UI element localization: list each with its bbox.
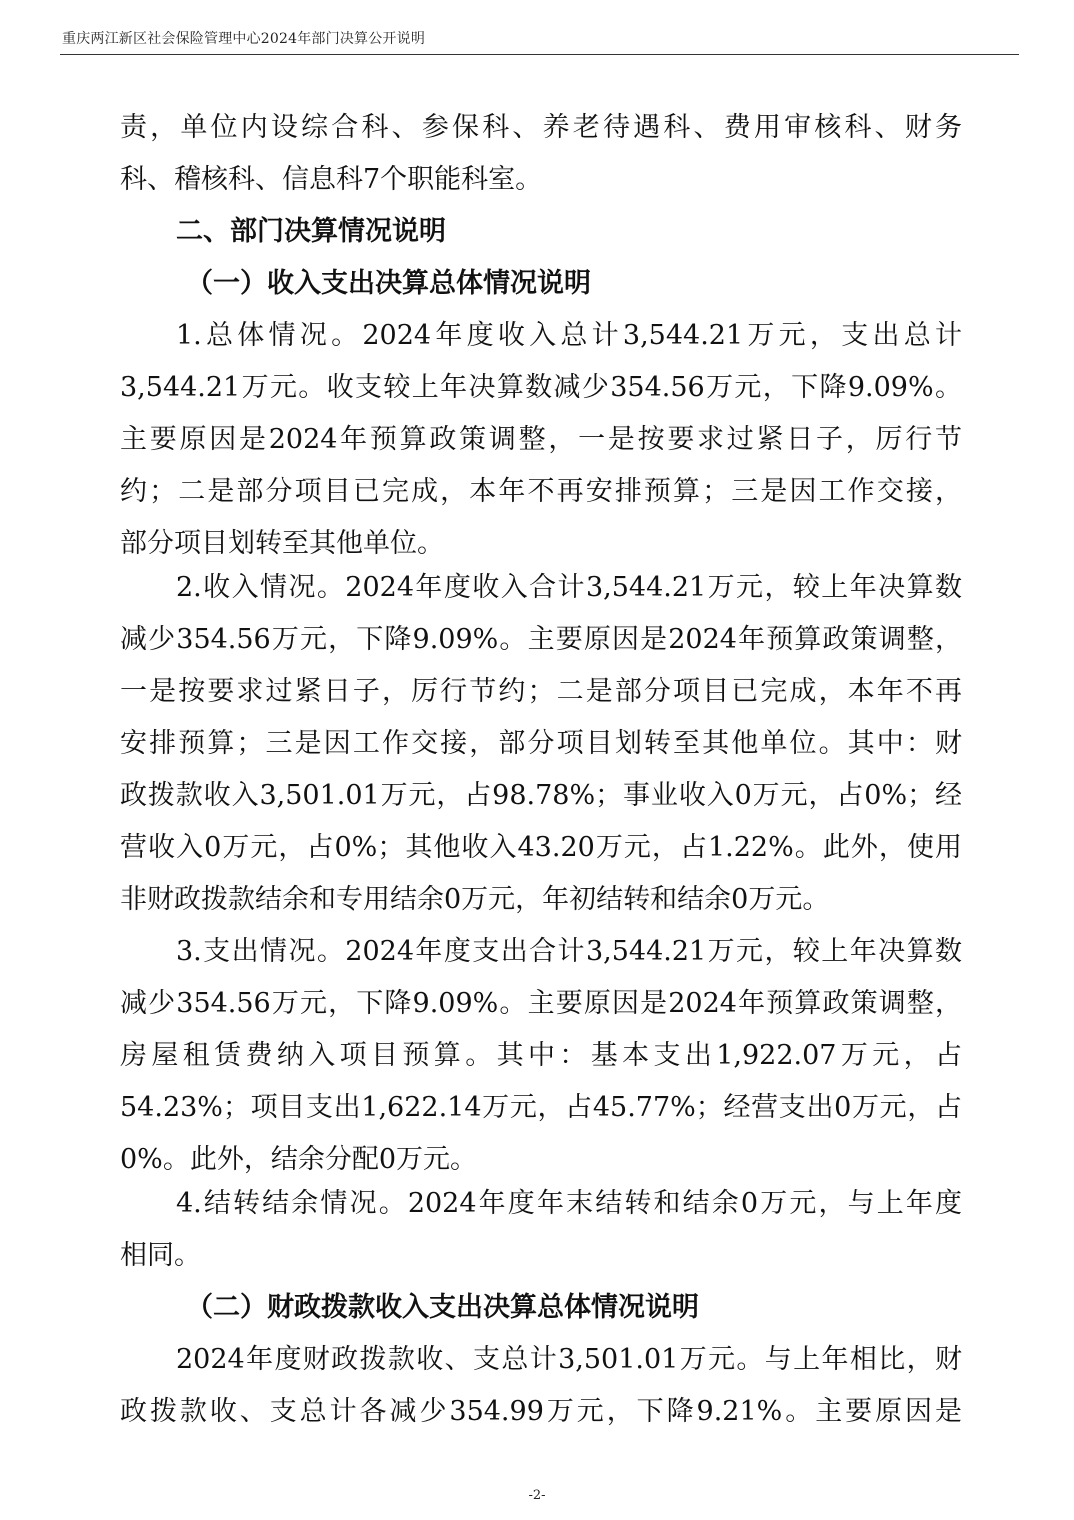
subsection-heading: （一）收入支出决算总体情况说明 (186, 268, 591, 299)
paragraph-line: 2.收入情况。2024年度收入合计3,544.21万元，较上年决算数 (176, 572, 962, 603)
paragraph-line: 1.总体情况。2024年度收入总计3,544.21万元，支出总计 (176, 320, 962, 351)
subsection-heading: （二）财政拨款收入支出决算总体情况说明 (186, 1292, 699, 1323)
paragraph-line: 约；二是部分项目已完成，本年不再安排预算；三是因工作交接， (120, 476, 962, 507)
paragraph-line: 减少354.56万元，下降9.09%。主要原因是2024年预算政策调整， (120, 624, 962, 655)
section-heading: 二、部门决算情况说明 (176, 216, 446, 247)
paragraph-line: 主要原因是2024年预算政策调整，一是按要求过紧日子，厉行节 (120, 424, 962, 455)
paragraph-line: 0%。此外，结余分配0万元。 (120, 1144, 478, 1175)
paragraph-line: 4.结转结余情况。2024年度年末结转和结余0万元，与上年度 (176, 1188, 962, 1219)
paragraph-line: 营收入0万元，占0%；其他收入43.20万元，占1.22%。此外，使用 (120, 832, 962, 863)
paragraph-line: 科、稽核科、信息科7个职能科室。 (120, 164, 543, 195)
paragraph-line: 房屋租赁费纳入项目预算。其中：基本支出1,922.07万元，占 (120, 1040, 962, 1071)
paragraph-line: 2024年度财政拨款收、支总计3,501.01万元。与上年相比，财 (176, 1344, 962, 1375)
page-number: -2- (528, 1488, 546, 1503)
paragraph-line: 安排预算；三是因工作交接，部分项目划转至其他单位。其中：财 (120, 728, 962, 759)
paragraph-line: 减少354.56万元，下降9.09%。主要原因是2024年预算政策调整， (120, 988, 962, 1019)
paragraph-line: 3.支出情况。2024年度支出合计3,544.21万元，较上年决算数 (176, 936, 962, 967)
paragraph-line: 部分项目划转至其他单位。 (120, 528, 444, 559)
paragraph-line: 相同。 (120, 1240, 201, 1271)
paragraph-line: 政拨款收入3,501.01万元，占98.78%；事业收入0万元，占0%；经 (120, 780, 962, 811)
paragraph-line: 54.23%；项目支出1,622.14万元，占45.77%；经营支出0万元，占 (120, 1092, 962, 1123)
header-divider (60, 54, 1019, 55)
paragraph-line: 一是按要求过紧日子，厉行节约；二是部分项目已完成，本年不再 (120, 676, 962, 707)
page-header-title: 重庆两江新区社会保险管理中心2024年部门决算公开说明 (62, 31, 426, 47)
paragraph-line: 政拨款收、支总计各减少354.99万元，下降9.21%。主要原因是 (120, 1396, 962, 1427)
paragraph-line: 责，单位内设综合科、参保科、养老待遇科、费用审核科、财务 (120, 112, 962, 143)
paragraph-line: 非财政拨款结余和专用结余0万元，年初结转和结余0万元。 (120, 884, 830, 915)
paragraph-line: 3,544.21万元。收支较上年决算数减少354.56万元，下降9.09%。 (120, 372, 962, 403)
